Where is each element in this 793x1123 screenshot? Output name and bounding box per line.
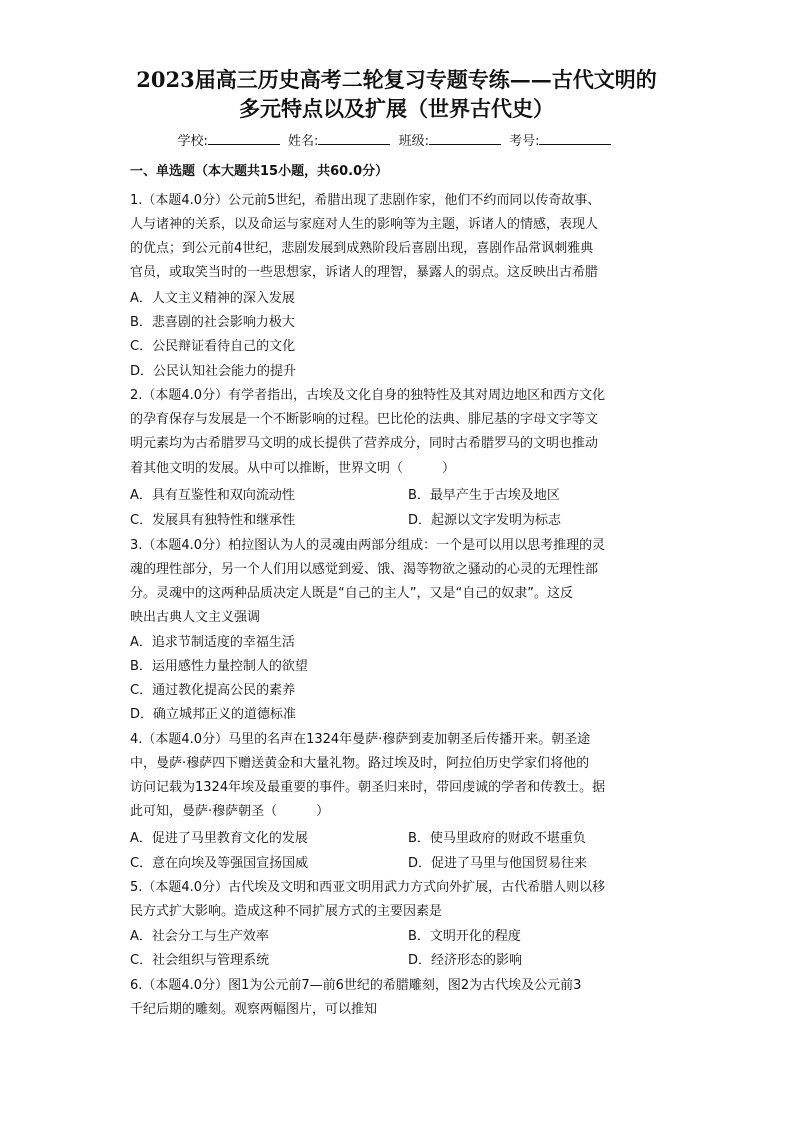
option-c[interactable]: C．通过教化提高公民的素养 [130, 683, 296, 698]
question-text-line: 明元素均为古希腊罗马文明的成长提供了营养成分，同时古希腊罗马的文明也推动 [130, 436, 599, 451]
question-text-line: 此可知，曼萨·穆萨朝圣（ ） [130, 804, 330, 819]
class-label: 班级: [398, 134, 429, 149]
option-a[interactable]: A．促进了马里教育文化的发展 [130, 831, 308, 846]
option-b[interactable]: B．最早产生于古埃及地区 [408, 488, 560, 503]
question-text-line: 官员，或取笑当时的一些思想家，诉诸人的理智，暴露人的弱点。这反映出古希腊 [130, 265, 599, 280]
option-d[interactable]: D．确立城邦正义的道德标准 [130, 707, 297, 722]
option-b[interactable]: B．使马里政府的财政不堪重负 [408, 831, 586, 846]
option-b[interactable]: B．文明开化的程度 [408, 929, 521, 944]
class-blank[interactable] [429, 130, 501, 145]
question-text-line: 的优点；到公元前4世纪，悲剧发展到成熟阶段后喜剧出现，喜剧作品常讽刺雅典 [130, 241, 594, 256]
name-label: 姓名: [288, 134, 319, 149]
question-text-line: 中，曼萨·穆萨四下赠送黄金和大量礼物。路过埃及时，阿拉伯历史学家们将他的 [130, 756, 590, 771]
question-text-line: 4.（本题4.0分）马里的名声在1324年曼萨·穆萨到麦加朝圣后传播开来。朝圣途 [130, 732, 591, 747]
option-c[interactable]: C．意在向埃及等强国宣扬国威 [130, 856, 309, 871]
option-c[interactable]: C．社会组织与管理系统 [130, 953, 270, 968]
question-text-line: 1.（本题4.0分）公元前5世纪，希腊出现了悲剧作家，他们不约而同以传奇故事、 [130, 193, 601, 208]
option-a[interactable]: A．具有互鉴性和双向流动性 [130, 488, 295, 503]
name-blank[interactable] [318, 130, 390, 145]
option-a[interactable]: A．社会分工与生产效率 [130, 929, 269, 944]
option-d[interactable]: D．促进了马里与他国贸易往来 [408, 856, 588, 871]
option-c[interactable]: C．发展具有独特性和继承性 [130, 513, 296, 528]
question-text-line: 人与诸神的关系，以及命运与家庭对人生的影响等为主题，诉诸人的情感，表现人 [130, 217, 599, 232]
option-a[interactable]: A．追求节制适度的幸福生活 [130, 635, 295, 650]
option-d[interactable]: D．起源以文字发明为标志 [408, 513, 562, 528]
option-d[interactable]: D．公民认知社会能力的提升 [130, 364, 297, 379]
exam-number-blank[interactable] [539, 130, 611, 145]
option-d[interactable]: D．经济形态的影响 [408, 953, 523, 968]
question-text-line: 6.（本题4.0分）图1为公元前7—前6世纪的希腊雕刻，图2为古代埃及公元前3 [130, 978, 582, 993]
question-text-line: 3.（本题4.0分）柏拉图认为人的灵魂由两部分组成：一个是可以用以思考推理的灵 [130, 538, 606, 553]
school-blank[interactable] [208, 130, 280, 145]
question-text-line: 映出古典人文主义强调 [130, 610, 261, 625]
question-text-line: 着其他文明的发展。从中可以推断，世界文明（ ） [130, 461, 456, 476]
page-title-line-2: 多元特点以及扩展（世界古代史） [239, 96, 554, 121]
question-text-line: 的孕育保存与发展是一个不断影响的过程。巴比伦的法典、腓尼基的字母文字等文 [130, 412, 599, 427]
question-text-line: 魂的理性部分，另一个人们用以感觉到爱、饿、渴等物欲之骚动的心灵的无理性部 [130, 562, 599, 577]
question-text-line: 访问记载为1324年埃及最重要的事件。朝圣归来时，带回虔诚的学者和传教士。据 [130, 780, 606, 795]
section-heading: 一、单选题（本大题共15小题，共60.0分） [130, 164, 389, 179]
question-text-line: 千纪后期的雕刻。观察两幅图片，可以推知 [130, 1002, 378, 1017]
option-a[interactable]: A．人文主义精神的深入发展 [130, 291, 295, 306]
page-title-line-1: 2023届高三历史高考二轮复习专题专练——古代文明的 [136, 67, 657, 92]
student-info-row [0, 130, 793, 152]
question-text-line: 2.（本题4.0分）有学者指出，古埃及文化自身的独特性及其对周边地区和西方文化 [130, 388, 606, 403]
school-label: 学校: [177, 134, 208, 149]
question-text-line: 民方式扩大影响。造成这种不同扩展方式的主要因素是 [130, 904, 443, 919]
exam-number-label: 考号: [509, 134, 540, 149]
option-b[interactable]: B．悲喜剧的社会影响力极大 [130, 315, 295, 330]
question-text-line: 分。灵魂中的这两种品质决定人既是“自己的主人”，又是“自己的奴隶”。这反 [130, 586, 573, 601]
option-c[interactable]: C．公民辩证看待自己的文化 [130, 339, 296, 354]
question-text-line: 5.（本题4.0分）古代埃及文明和西亚文明用武力方式向外扩展，古代希腊人则以移 [130, 880, 606, 895]
option-b[interactable]: B．运用感性力量控制人的欲望 [130, 659, 308, 674]
